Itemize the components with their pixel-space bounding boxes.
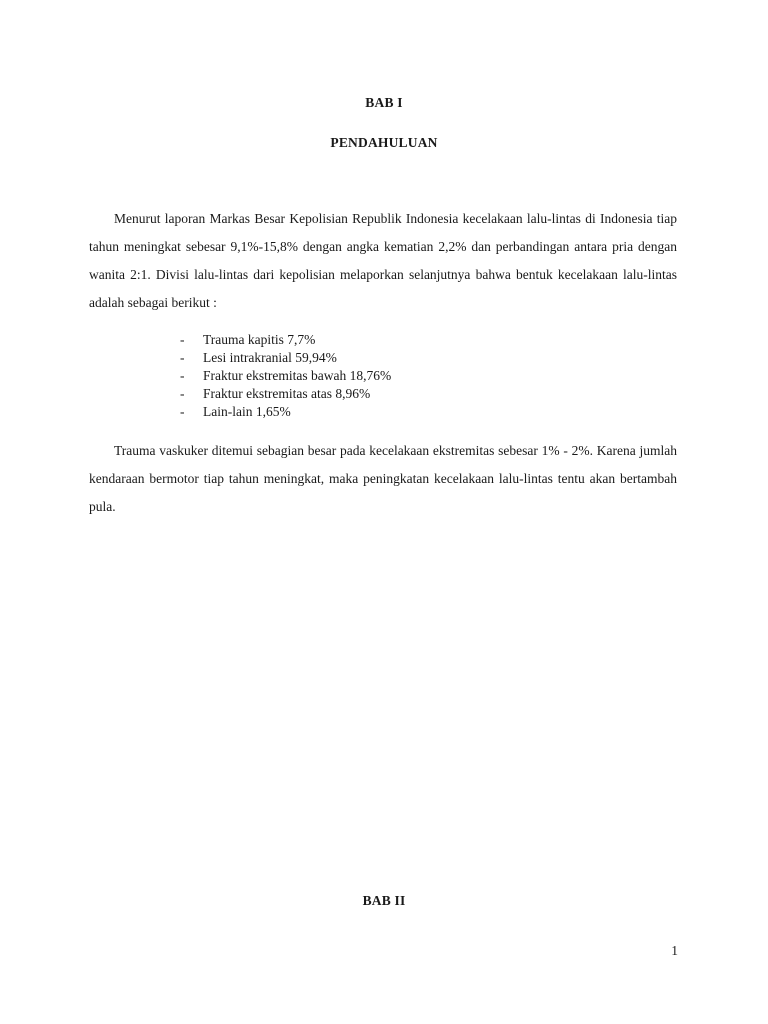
list-marker: - bbox=[180, 404, 185, 419]
list-marker: - bbox=[180, 368, 185, 383]
chapter-label: BAB I bbox=[365, 95, 403, 110]
list-marker: - bbox=[180, 332, 185, 347]
list-marker: - bbox=[180, 350, 185, 365]
list-item bbox=[180, 331, 391, 349]
accident-type-list bbox=[180, 331, 391, 421]
list-item-text: Fraktur ekstremitas atas 8,96% bbox=[203, 386, 371, 401]
list-item bbox=[180, 385, 391, 403]
list-marker: - bbox=[180, 386, 185, 401]
list-item-text: Fraktur ekstremitas bawah 18,76% bbox=[203, 368, 392, 383]
page-number: 1 bbox=[671, 943, 678, 958]
list-item-text: Lain-lain 1,65% bbox=[203, 404, 291, 419]
list-item bbox=[180, 349, 391, 367]
next-chapter-label: BAB II bbox=[362, 893, 406, 908]
list-item-text: Trauma kapitis 7,7% bbox=[203, 332, 316, 347]
closing-paragraph: Trauma vaskuker ditemui sebagian besar pada kecelakaan ekstremitas sebesar 1% - 2%. Karena jumlah kendaraan bermotor tiap tahun meningkat, maka peningkatan kecelakaan lalu-lintas tentu akan bertambah pula. bbox=[89, 443, 677, 514]
list-item bbox=[180, 403, 391, 421]
list-item bbox=[180, 367, 391, 385]
list-item-text: Lesi intrakranial 59,94% bbox=[203, 350, 337, 365]
chapter-title: PENDAHULUAN bbox=[330, 135, 438, 150]
intro-paragraph: Menurut laporan Markas Besar Kepolisian Republik Indonesia kecelakaan lalu-lintas di Indonesia tiap tahun meningkat sebesar 9,1%-15,8% dengan angka kematian 2,2% dan perbandingan antara pria dengan wanita 2:1. Divisi lalu-lintas dari kepolisian melaporkan selanjutnya bahwa bentuk kecelakaan lalu-lintas adalah sebagai berikut : bbox=[89, 211, 677, 310]
